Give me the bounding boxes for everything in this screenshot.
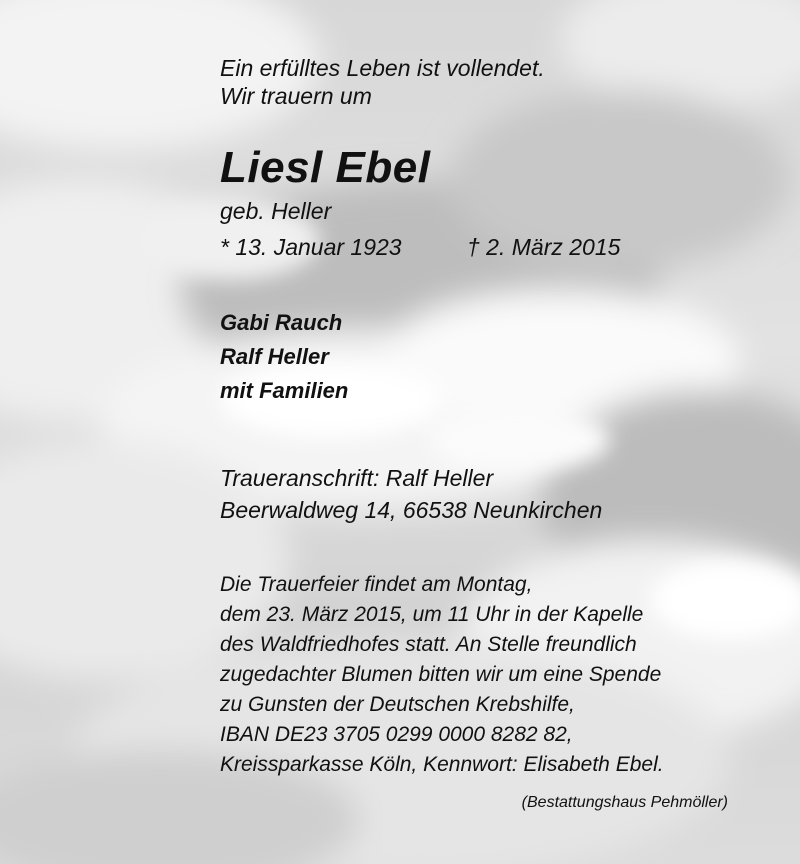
- address-line: Beerwaldweg 14, 66538 Neunkirchen: [220, 497, 603, 523]
- intro-line: Wir trauern um: [220, 83, 372, 109]
- ceremony-line: Kreissparkasse Köln, Kennwort: Elisabeth Ebel.: [220, 753, 664, 776]
- ceremony-line: dem 23. März 2015, um 11 Uhr in der Kapelle: [220, 603, 644, 626]
- mourner-line: Ralf Heller: [220, 344, 329, 369]
- life-dates: [220, 232, 760, 262]
- notice-text: [220, 54, 760, 780]
- ceremony-line: IBAN DE23 3705 0299 0000 8282 82,: [220, 723, 573, 746]
- ceremony-info: [220, 570, 760, 780]
- birth-date: * 13. Januar 1923: [220, 234, 402, 260]
- address-line: Traueranschrift: Ralf Heller: [220, 465, 494, 491]
- ceremony-line: des Waldfriedhofes statt. An Stelle freundlich: [220, 633, 637, 656]
- ceremony-line: zugedachter Blumen bitten wir um eine Spende: [220, 663, 662, 686]
- birth-name: geb. Heller: [220, 198, 332, 224]
- undertaker-credit: (Bestattungshaus Pehmöller): [521, 794, 728, 811]
- intro-line: Ein erfülltes Leben ist vollendet.: [220, 55, 545, 81]
- intro-lines: [220, 54, 760, 110]
- ceremony-line: Die Trauerfeier findet am Montag,: [220, 573, 533, 596]
- ceremony-line: zu Gunsten der Deutschen Krebshilfe,: [220, 693, 575, 716]
- mourners-list: [220, 306, 760, 408]
- death-date: † 2. März 2015: [467, 234, 621, 260]
- mourner-line: Gabi Rauch: [220, 310, 343, 335]
- mourner-line: mit Familien: [220, 378, 349, 403]
- deceased-name: Liesl Ebel: [220, 143, 431, 192]
- mourning-address: [220, 462, 760, 526]
